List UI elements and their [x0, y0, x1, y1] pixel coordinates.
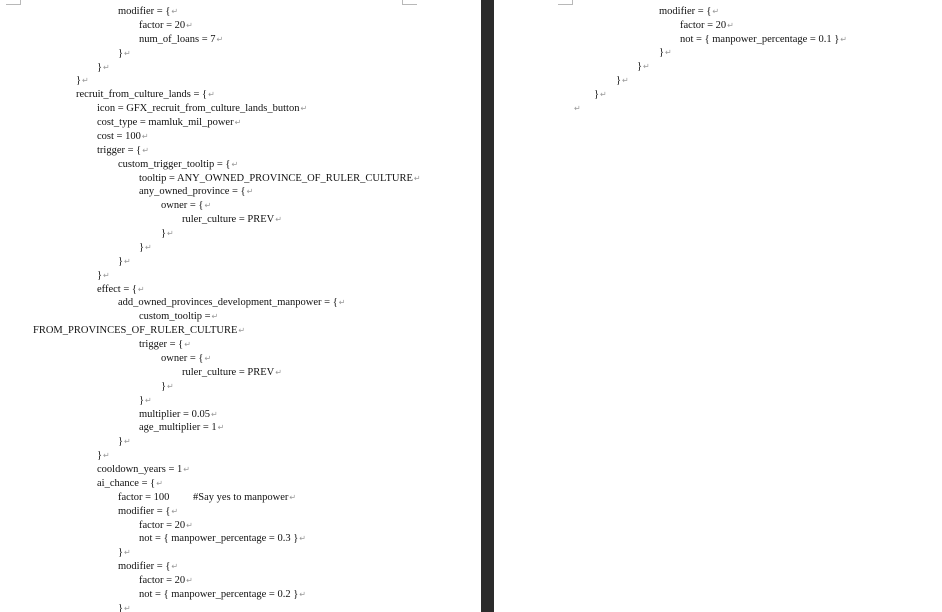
- paragraph-mark-icon: ↵: [186, 20, 193, 30]
- code-line: [659, 5, 719, 18]
- code-line-text: owner = {: [161, 353, 204, 364]
- code-line-text: }: [139, 241, 145, 253]
- code-line-text: ruler_culture = PREV: [182, 214, 275, 226]
- paragraph-mark-icon: ↵: [413, 173, 421, 183]
- code-line: [139, 519, 193, 532]
- code-line: [97, 449, 110, 462]
- paragraph-mark-icon: ↵: [171, 7, 179, 16]
- code-line: [616, 74, 629, 87]
- code-line: [139, 338, 191, 351]
- code-line: [139, 421, 224, 434]
- code-line-text: effect = {: [97, 283, 137, 295]
- code-line-text: }: [118, 255, 124, 267]
- paragraph-mark-icon: ↵: [204, 354, 212, 363]
- paragraph-mark-icon: ↵: [142, 145, 149, 155]
- code-line-text: }: [637, 61, 643, 73]
- paragraph-mark-icon: ↵: [840, 34, 847, 44]
- code-line: [139, 241, 152, 254]
- code-line-text: trigger = {: [139, 339, 184, 351]
- code-line: [118, 47, 131, 60]
- code-line-text: factor = 20: [139, 575, 186, 587]
- paragraph-mark-icon: ↵: [204, 201, 212, 211]
- paragraph-mark-icon: ↵: [124, 603, 131, 612]
- paragraph-mark-icon: ↵: [234, 118, 242, 128]
- code-line-text: }: [97, 450, 103, 462]
- paragraph-mark-icon: ↵: [103, 451, 110, 461]
- code-line-text: multiplier = 0.05: [139, 408, 210, 420]
- code-line: [97, 144, 149, 157]
- code-line-text: cooldown_years = 1: [97, 464, 183, 476]
- code-line: [161, 380, 174, 393]
- code-line-text: ai_chance = {: [97, 477, 156, 489]
- paragraph-mark-icon: ↵: [727, 20, 734, 30]
- paragraph-mark-icon: ↵: [103, 270, 110, 280]
- code-line-text: }: [118, 602, 124, 612]
- paragraph-mark-icon: ↵: [124, 437, 131, 447]
- code-line: [182, 366, 282, 379]
- margin-corner-mark: [558, 0, 573, 5]
- code-line: [97, 283, 145, 296]
- paragraph-mark-icon: ↵: [184, 340, 191, 350]
- paragraph-mark-icon: ↵: [103, 62, 110, 72]
- paragraph-mark-icon: ↵: [208, 90, 215, 100]
- code-line: [118, 560, 178, 573]
- paragraph-mark-icon: ↵: [600, 89, 607, 99]
- code-line: [182, 213, 282, 226]
- code-line: [118, 602, 131, 612]
- code-line: [139, 574, 193, 587]
- code-line-text: factor = 100 #Say yes to manpower: [118, 491, 289, 503]
- code-line-text: not = { manpower_percentage = 0.2 }: [139, 588, 299, 600]
- code-line-text: not = { manpower_percentage = 0.1 }: [680, 33, 840, 45]
- code-line-text: modifier = {: [118, 505, 171, 517]
- code-line-text: custom_trigger_tooltip = {: [118, 158, 231, 170]
- paragraph-mark-icon: ↵: [183, 465, 190, 475]
- code-line-text: icon = GFX_recruit_from_culture_lands_button: [97, 103, 300, 115]
- paragraph-mark-icon: ↵: [124, 548, 131, 558]
- code-line: [139, 33, 223, 46]
- code-line: [118, 296, 345, 309]
- code-line: [97, 269, 110, 282]
- paragraph-mark-icon: ↵: [186, 576, 193, 586]
- code-line: [139, 408, 218, 421]
- code-line: [97, 61, 110, 74]
- code-line-text: }: [161, 228, 167, 240]
- paragraph-mark-icon: ↵: [275, 367, 282, 377]
- paragraph-mark-icon: ↵: [171, 562, 179, 572]
- code-line: [118, 255, 131, 268]
- paragraph-mark-icon: ↵: [145, 395, 152, 405]
- paragraph-mark-icon: ↵: [167, 229, 174, 239]
- paragraph-mark-icon: ↵: [665, 48, 672, 58]
- code-line: [139, 394, 152, 407]
- code-line-text: factor = 20: [680, 19, 727, 31]
- paragraph-mark-icon: ↵: [238, 326, 246, 336]
- code-line: [76, 88, 215, 101]
- paragraph-mark-icon: ↵: [574, 103, 581, 113]
- paragraph-mark-icon: ↵: [289, 492, 297, 502]
- code-line-text: custom_tooltip =: [139, 311, 211, 323]
- paragraph-mark-icon: ↵: [124, 256, 131, 266]
- margin-corner-mark: [6, 0, 21, 5]
- paragraph-mark-icon: ↵: [186, 520, 193, 530]
- code-line: [97, 463, 190, 476]
- code-line: [637, 60, 650, 73]
- code-line-text: }: [139, 394, 145, 406]
- code-line: [139, 532, 306, 545]
- code-line: [97, 102, 307, 115]
- code-line-text: cost_type = mamluk_mil_power: [97, 117, 234, 129]
- paragraph-mark-icon: ↵: [156, 478, 163, 488]
- paragraph-mark-icon: ↵: [246, 187, 254, 197]
- code-line-text: }: [118, 547, 124, 559]
- code-line-text: }: [161, 380, 167, 392]
- paragraph-mark-icon: ↵: [171, 506, 179, 516]
- code-line-text: recruit_from_culture_lands = {: [76, 89, 208, 101]
- paragraph-mark-icon: ↵: [137, 284, 145, 294]
- code-line-text: any_owned_province = {: [139, 186, 246, 198]
- code-line-text: factor = 20: [139, 519, 186, 531]
- paragraph-mark-icon: ↵: [217, 423, 225, 433]
- code-line: [118, 5, 178, 18]
- code-line-text: }: [97, 61, 103, 73]
- code-line: [594, 88, 607, 101]
- code-line-text: }: [594, 88, 600, 100]
- page-divider: [481, 0, 494, 612]
- paragraph-mark-icon: ↵: [167, 381, 174, 391]
- paragraph-mark-icon: ↵: [82, 76, 89, 86]
- code-line: [139, 310, 218, 323]
- code-line-text: trigger = {: [97, 144, 142, 156]
- code-line: [573, 102, 581, 115]
- code-line: [139, 19, 193, 32]
- code-line: [97, 116, 241, 129]
- code-line: [680, 19, 734, 32]
- paragraph-mark-icon: ↵: [712, 7, 720, 16]
- code-line: [680, 33, 847, 46]
- code-line-text: }: [118, 47, 124, 59]
- code-line: [118, 505, 178, 518]
- code-line-text: num_of_loans = 7: [139, 33, 216, 45]
- paragraph-mark-icon: ↵: [300, 104, 308, 114]
- code-line: [161, 199, 211, 212]
- paragraph-mark-icon: ↵: [211, 312, 219, 322]
- code-line-text: age_multiplier = 1: [139, 422, 217, 434]
- paragraph-mark-icon: ↵: [622, 76, 629, 85]
- paragraph-mark-icon: ↵: [338, 298, 346, 308]
- paragraph-mark-icon: ↵: [216, 34, 224, 44]
- code-line-text: not = { manpower_percentage = 0.3 }: [139, 533, 299, 545]
- code-line: [118, 435, 131, 448]
- code-line: [97, 477, 163, 490]
- code-line-text: FROM_PROVINCES_OF_RULER_CULTURE: [33, 325, 238, 337]
- margin-corner-mark: [402, 0, 417, 5]
- code-line: [139, 588, 306, 601]
- code-line: [139, 185, 253, 198]
- document-page-right: [494, 0, 942, 612]
- code-line-text: modifier = {: [118, 6, 171, 17]
- code-line-text: }: [659, 47, 665, 59]
- code-line-text: }: [616, 75, 622, 86]
- code-line: [161, 227, 174, 240]
- code-line-text: cost = 100: [97, 130, 141, 142]
- code-line-text: tooltip = ANY_OWNED_PROVINCE_OF_RULER_CULTURE: [139, 172, 413, 184]
- code-line: [33, 324, 245, 337]
- code-line-text: }: [97, 269, 103, 281]
- code-line: [118, 158, 238, 171]
- paragraph-mark-icon: ↵: [231, 159, 239, 169]
- paragraph-mark-icon: ↵: [145, 242, 152, 252]
- code-line: [659, 46, 672, 59]
- code-line: [139, 172, 421, 185]
- code-line: [76, 74, 89, 87]
- paragraph-mark-icon: ↵: [643, 62, 650, 72]
- code-line-text: modifier = {: [118, 561, 171, 573]
- code-line-text: }: [76, 75, 82, 87]
- code-line-text: modifier = {: [659, 6, 712, 17]
- code-line-text: factor = 20: [139, 19, 186, 31]
- code-line: [118, 491, 296, 504]
- paragraph-mark-icon: ↵: [299, 589, 306, 599]
- paragraph-mark-icon: ↵: [124, 48, 131, 58]
- code-line-text: ruler_culture = PREV: [182, 366, 275, 378]
- paragraph-mark-icon: ↵: [299, 534, 306, 544]
- code-line: [161, 352, 211, 365]
- paragraph-mark-icon: ↵: [210, 409, 218, 419]
- code-line: [97, 130, 149, 143]
- code-line-text: owner = {: [161, 200, 204, 212]
- code-line: [118, 546, 131, 559]
- paragraph-mark-icon: ↵: [141, 131, 149, 141]
- code-line-text: }: [118, 436, 124, 448]
- paragraph-mark-icon: ↵: [275, 215, 282, 225]
- code-line-text: add_owned_provinces_development_manpower = {: [118, 297, 338, 309]
